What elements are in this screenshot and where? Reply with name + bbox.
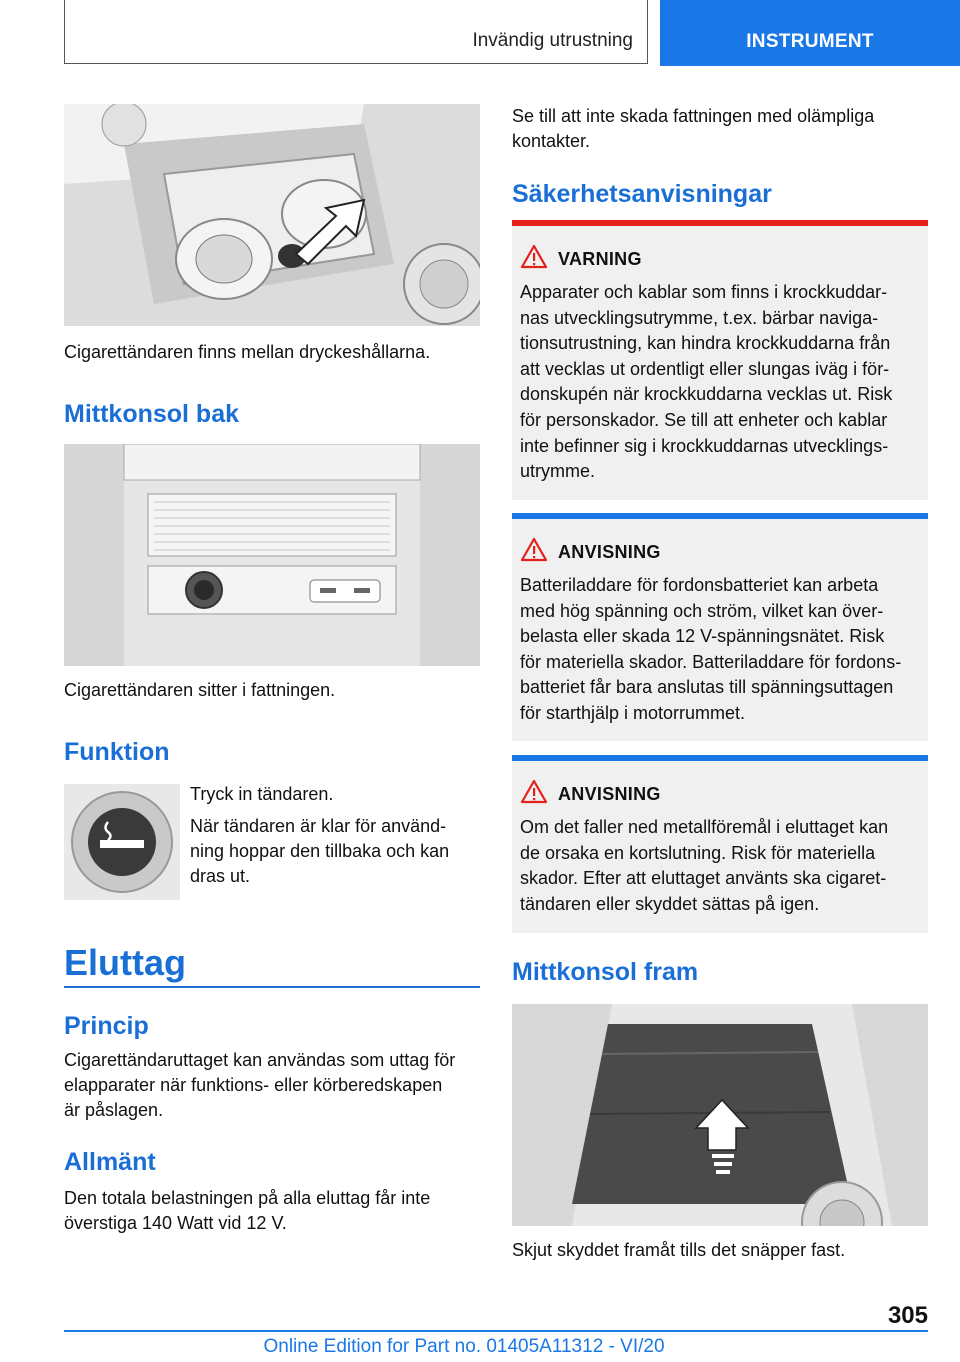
heading-eluttag: Eluttag bbox=[64, 942, 186, 983]
heading-mittkonsol-fram: Mittkonsol fram bbox=[512, 958, 699, 986]
caption-front-console: Skjut skyddet framåt tills det snäpper fast. bbox=[512, 1240, 846, 1260]
notice-box-2 bbox=[512, 755, 928, 933]
notice-box-1 bbox=[512, 513, 928, 741]
notice-title: ANVISNING bbox=[558, 784, 661, 804]
notice-text: Batteriladdare för fordonsbatteriet kan arbeta med hög spänning och ström, vilket kan över- belasta eller skada 12 V-spänningsnätet. Risk för materiella skador. Batteriladdare för fordons- batteriet får bara anslutas till spänningsuttagen för starthjälp i motorrummet. bbox=[520, 575, 902, 723]
chapter-tab-label: INSTRUMENT bbox=[746, 31, 874, 52]
notice-title: ANVISNING bbox=[558, 542, 661, 562]
heading-sakerhetsanvisningar: Säkerhetsanvisningar bbox=[512, 180, 772, 208]
figure-cupholders bbox=[64, 104, 480, 326]
figure-front-console bbox=[512, 1004, 928, 1226]
warning-bar bbox=[512, 220, 928, 226]
heading-princip: Princip bbox=[64, 1012, 149, 1040]
warning-triangle-icon bbox=[520, 244, 548, 270]
page-number: 305 bbox=[887, 1302, 928, 1329]
header-frame bbox=[64, 0, 648, 64]
notice-text: Om det faller ned metallföremål i eluttaget kan de orsaka en kortslutning. Risk för materiella skador. Efter att eluttaget använts ska cigaret- tändaren eller skyddet sättas på igen. bbox=[520, 817, 889, 914]
heading-mittkonsol-bak: Mittkonsol bak bbox=[64, 400, 240, 428]
funktion-step-2: När tändaren är klar för använd- ning hoppar den tillbaka och kan dras ut. bbox=[190, 816, 450, 886]
warning-triangle-icon bbox=[520, 537, 548, 563]
footer-edition: Online Edition for Part no. 01405A11312 - VI/20 bbox=[263, 1336, 665, 1357]
figure-rear-console bbox=[64, 444, 480, 666]
warning-title: VARNING bbox=[558, 249, 642, 269]
intro-text: Se till att inte skada fattningen med olämpliga kontakter. bbox=[512, 106, 875, 151]
heading-funktion: Funktion bbox=[64, 738, 170, 766]
chapter-tab[interactable] bbox=[660, 0, 960, 66]
footer-rule bbox=[64, 1330, 928, 1332]
eluttag-rule bbox=[64, 986, 480, 988]
funktion-step-1: Tryck in tändaren. bbox=[190, 784, 334, 804]
allmant-text: Den totala belastningen på alla eluttag får inte överstiga 140 Watt vid 12 V. bbox=[64, 1188, 431, 1233]
warning-box-varning bbox=[512, 220, 928, 500]
heading-allmant: Allmänt bbox=[64, 1148, 156, 1176]
notice-bar bbox=[512, 513, 928, 519]
warning-triangle-icon bbox=[520, 779, 548, 805]
caption-rear-console: Cigarettändaren sitter i fattningen. bbox=[64, 680, 336, 700]
caption-cupholders: Cigarettändaren finns mellan dryckeshållarna. bbox=[64, 342, 431, 362]
lighter-button-icon bbox=[64, 784, 180, 900]
princip-text: Cigarettändaruttaget kan användas som uttag för elapparater när funktions- eller körberedskapen är påslagen. bbox=[64, 1050, 456, 1120]
section-title: Invändig utrustning bbox=[472, 30, 633, 51]
warning-text: Apparater och kablar som finns i krockkuddar- nas utvecklingsutrymme, t.ex. bärbar naviga- tionsutrustning, kan hindra krockkuddarna från att vecklas ut ordentligt eller slungas iväg i för- donskupén när krockkuddarna vecklas ut. Risk för personskador. Se till att enheter och kablar inte befinner sig i krockkuddarnas utvecklings- utrymme. bbox=[520, 282, 893, 482]
notice-bar bbox=[512, 755, 928, 761]
